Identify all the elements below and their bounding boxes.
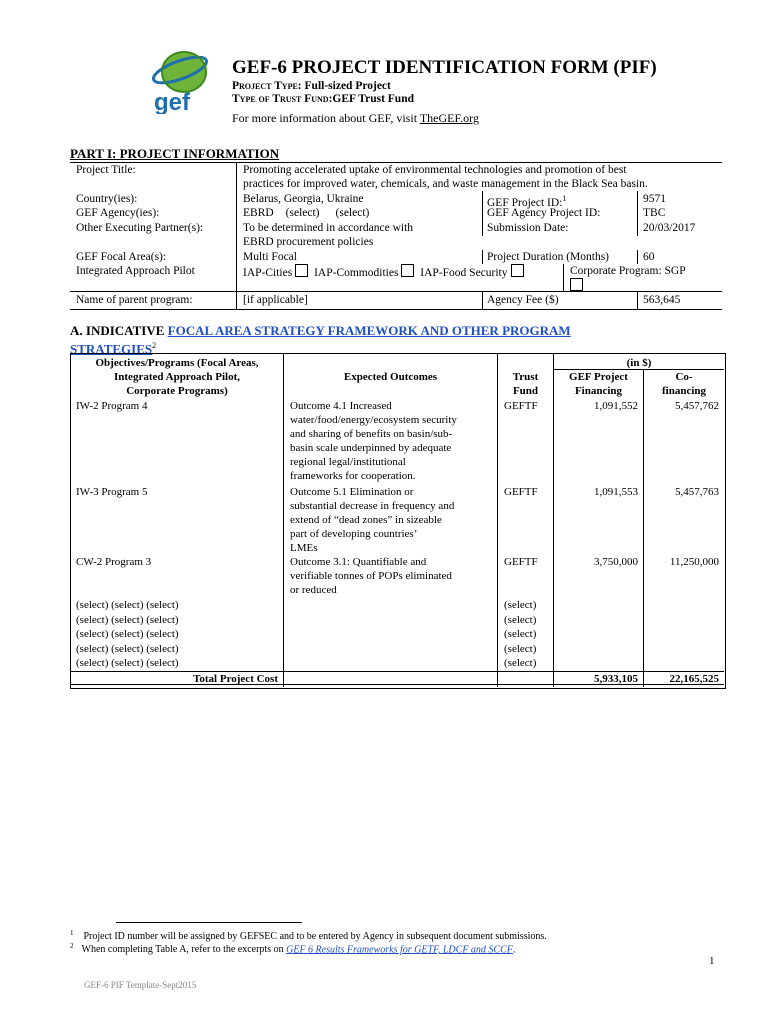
part1-divider-5 (637, 250, 638, 264)
select-row-objective[interactable]: (select) (select) (select) (76, 643, 179, 655)
footer-template-name: GEF-6 PIF Template-Sept2015 (84, 980, 197, 990)
iap-cities-checkbox[interactable] (295, 264, 308, 277)
outcome-line: and sharing of benefits on basin/sub- (290, 428, 453, 440)
row3-outcome (290, 555, 496, 597)
footnote-ref-1: 1 (562, 194, 567, 203)
project-id-value: 9571 (643, 193, 666, 205)
outcome-line: regional legal/institutional (290, 456, 406, 468)
corporate-program-label: Corporate Program: SGP (570, 265, 686, 277)
iap-label: Integrated Approach Pilot (76, 265, 195, 277)
row2-gef: 1,091,553 (594, 486, 638, 498)
part1-divider-6 (563, 264, 564, 292)
gef-website-link[interactable]: TheGEF.org (419, 111, 479, 125)
header-objectives-line: Corporate Programs) (126, 385, 228, 397)
corporate-program-checkbox[interactable] (570, 278, 583, 291)
row1-gef: 1,091,552 (594, 400, 638, 412)
row2-cofin: 5,457,763 (675, 486, 719, 498)
outcome-line: Outcome 3.1: Quantifiable and (290, 556, 427, 568)
section-a-heading (70, 323, 571, 356)
trust-fund-value: GEF Trust Fund (332, 93, 414, 105)
part1-divider-7 (482, 292, 483, 309)
part1-divider-4 (482, 250, 483, 264)
agency-fee-value: 563,645 (643, 294, 681, 306)
select-row-objective[interactable]: (select) (select) (select) (76, 657, 179, 669)
countries-label: Country(ies): (76, 193, 138, 205)
total-cofin: 22,165,525 (669, 673, 719, 685)
outcome-line: Outcome 5.1 Elimination or (290, 486, 414, 498)
submission-date-label: Submission Date: (487, 222, 569, 234)
row2-outcome (290, 485, 496, 555)
part1-divider-2 (482, 191, 483, 236)
select-row-objective[interactable]: (select) (select) (select) (76, 599, 179, 611)
footnote-1-mark: 1 (70, 929, 74, 937)
iap-food-checkbox[interactable] (511, 264, 524, 277)
iap-cities-label: IAP-Cities (243, 267, 293, 279)
outcome-line: substantial decrease in frequency and (290, 500, 455, 512)
project-type-line (232, 80, 391, 92)
header-gef-financing-line: GEF Project (569, 371, 628, 383)
footnote-2 (70, 942, 515, 955)
part1-divider-8 (637, 292, 638, 309)
header-gef-financing (554, 370, 643, 398)
select-row-objective[interactable]: (select) (select) (select) (76, 628, 179, 640)
project-title-line2: practices for improved water, chemicals, and waste management in the Black Sea basin. (243, 178, 648, 190)
parent-program-value: [if applicable] (243, 294, 308, 306)
table-col-divider-1 (283, 353, 284, 687)
project-id-label-text: GEF Project ID: (487, 196, 563, 209)
row3-fund: GEFTF (504, 556, 538, 568)
footnote-1 (70, 929, 547, 942)
agency-name: EBRD (243, 207, 274, 219)
more-info-text: For more information about GEF, visit (232, 111, 420, 125)
select-row-fund[interactable]: (select) (504, 628, 537, 640)
part1-divider-3 (637, 191, 638, 236)
row1-objective: IW-2 Program 4 (76, 400, 148, 412)
agency-select-2[interactable]: (select) (335, 207, 370, 219)
header-cofinancing-line: Co- (675, 371, 693, 383)
outcome-line: extend of “dead zones” in sizeable (290, 514, 442, 526)
parent-program-label: Name of parent program: (76, 294, 193, 306)
row2-fund: GEFTF (504, 486, 538, 498)
agency-project-id-label: GEF Agency Project ID: (487, 207, 601, 219)
select-row-fund[interactable]: (select) (504, 643, 537, 655)
outcome-line: Outcome 4.1 Increased (290, 400, 392, 412)
more-info-line (232, 111, 479, 126)
duration-label: Project Duration (Months) (487, 251, 610, 263)
header-cofinancing (644, 370, 724, 398)
partners-line2: EBRD procurement policies (243, 236, 374, 248)
header-in-dollars: (in $) (626, 357, 652, 369)
project-type-value: Full-sized Project (304, 80, 391, 92)
header-objectives (72, 356, 282, 398)
results-framework-link[interactable]: GEF 6 Results Frameworks for GETF, LDCF and SCCF (286, 944, 513, 956)
gef-logo (148, 46, 216, 114)
table-col-divider-2 (497, 353, 498, 687)
row1-outcome (290, 399, 496, 483)
page-number: 1 (709, 955, 715, 967)
row3-gef: 3,750,000 (594, 556, 638, 568)
section-a-link-line1[interactable]: FOCAL AREA STRATEGY FRAMEWORK AND OTHER PROGRAM (167, 323, 571, 338)
header-objectives-line: Objectives/Programs (Focal Areas, (95, 357, 259, 369)
focal-area-value: Multi Focal (243, 251, 297, 263)
trust-fund-line (232, 93, 414, 105)
outcome-line: LMEs (290, 542, 318, 554)
header-trust-fund (498, 370, 553, 398)
header-trust-fund-line: Trust (512, 371, 539, 383)
part1-bottom-rule (70, 309, 722, 310)
footnote-1-text: Project ID number will be assigned by GEFSEC and to be entered by Agency in subsequent document submissions. (83, 931, 547, 943)
project-title-line1: Promoting accelerated uptake of environmental technologies and promotion of best (243, 164, 627, 176)
row3-cofin: 11,250,000 (669, 556, 719, 568)
outcome-line: basin scale underpinned by adequate (290, 442, 452, 454)
submission-date-value: 20/03/2017 (643, 222, 696, 234)
project-type-label: Project Type: (232, 80, 302, 92)
iap-food-label: IAP-Food Security (420, 267, 508, 279)
section-a-prefix: A. INDICATIVE (70, 323, 168, 338)
footnote-separator (116, 922, 302, 923)
header-cofinancing-line: financing (661, 385, 706, 397)
row1-cofin: 5,457,762 (675, 400, 719, 412)
outcome-line: part of developing countries’ (290, 528, 418, 540)
corporate-program-option (567, 278, 586, 294)
agency-select-1[interactable]: (select) (285, 207, 320, 219)
footnote-2-text: When completing Table A, refer to the excerpts on (81, 944, 287, 956)
select-row-objective[interactable]: (select) (select) (select) (76, 614, 179, 626)
iap-commodities-checkbox[interactable] (401, 264, 414, 277)
agency-label: GEF Agency(ies): (76, 207, 160, 219)
countries-value: Belarus, Georgia, Ukraine (243, 193, 364, 205)
footnote-2-suffix: . (512, 944, 516, 956)
partners-label: Other Executing Partner(s): (76, 222, 204, 234)
part1-divider (236, 162, 237, 310)
logo-text: gef (154, 89, 190, 114)
agency-value (243, 206, 369, 220)
select-row-fund[interactable]: (select) (504, 657, 537, 669)
total-gef: 5,933,105 (594, 673, 638, 685)
iap-options (243, 264, 527, 280)
project-title-label: Project Title: (76, 164, 136, 176)
header-gef-financing-line: Financing (574, 385, 623, 397)
header-objectives-line: Integrated Approach Pilot, (114, 371, 240, 383)
gef-globe-icon (148, 46, 216, 114)
footnote-ref-2: 2 (152, 341, 157, 350)
agency-project-id-value: TBC (643, 207, 666, 219)
part1-heading: PART I: PROJECT INFORMATION (70, 146, 280, 161)
trust-fund-label: Type of Trust Fund: (232, 93, 333, 105)
agency-fee-label: Agency Fee ($) (487, 294, 559, 306)
part1-rule-parent (70, 291, 722, 292)
total-label: Total Project Cost (193, 673, 278, 685)
select-row-fund[interactable]: (select) (504, 614, 537, 626)
footnote-2-mark: 2 (70, 942, 74, 950)
row3-objective: CW-2 Program 3 (76, 556, 152, 568)
focal-area-label: GEF Focal Area(s): (76, 251, 167, 263)
outcome-line: water/food/energy/ecosystem security (290, 414, 457, 426)
header-outcomes: Expected Outcomes (343, 371, 438, 383)
duration-value: 60 (643, 251, 655, 263)
partners-line1: To be determined in accordance with (243, 222, 414, 234)
header-trust-fund-line: Fund (512, 385, 539, 397)
row1-fund: GEFTF (504, 400, 538, 412)
select-row-fund[interactable]: (select) (504, 599, 537, 611)
outcome-line: frameworks for cooperation. (290, 470, 416, 482)
page-title: GEF-6 PROJECT IDENTIFICATION FORM (PIF) (232, 57, 657, 78)
section-a-link-line2[interactable]: STRATEGIES (70, 341, 153, 357)
table-col-divider-4 (643, 370, 644, 687)
row2-objective: IW-3 Program 5 (76, 486, 148, 498)
outcome-line: verifiable tonnes of POPs eliminated (290, 570, 452, 582)
iap-commodities-label: IAP-Commodities (314, 267, 399, 279)
outcome-line: or reduced (290, 584, 337, 596)
